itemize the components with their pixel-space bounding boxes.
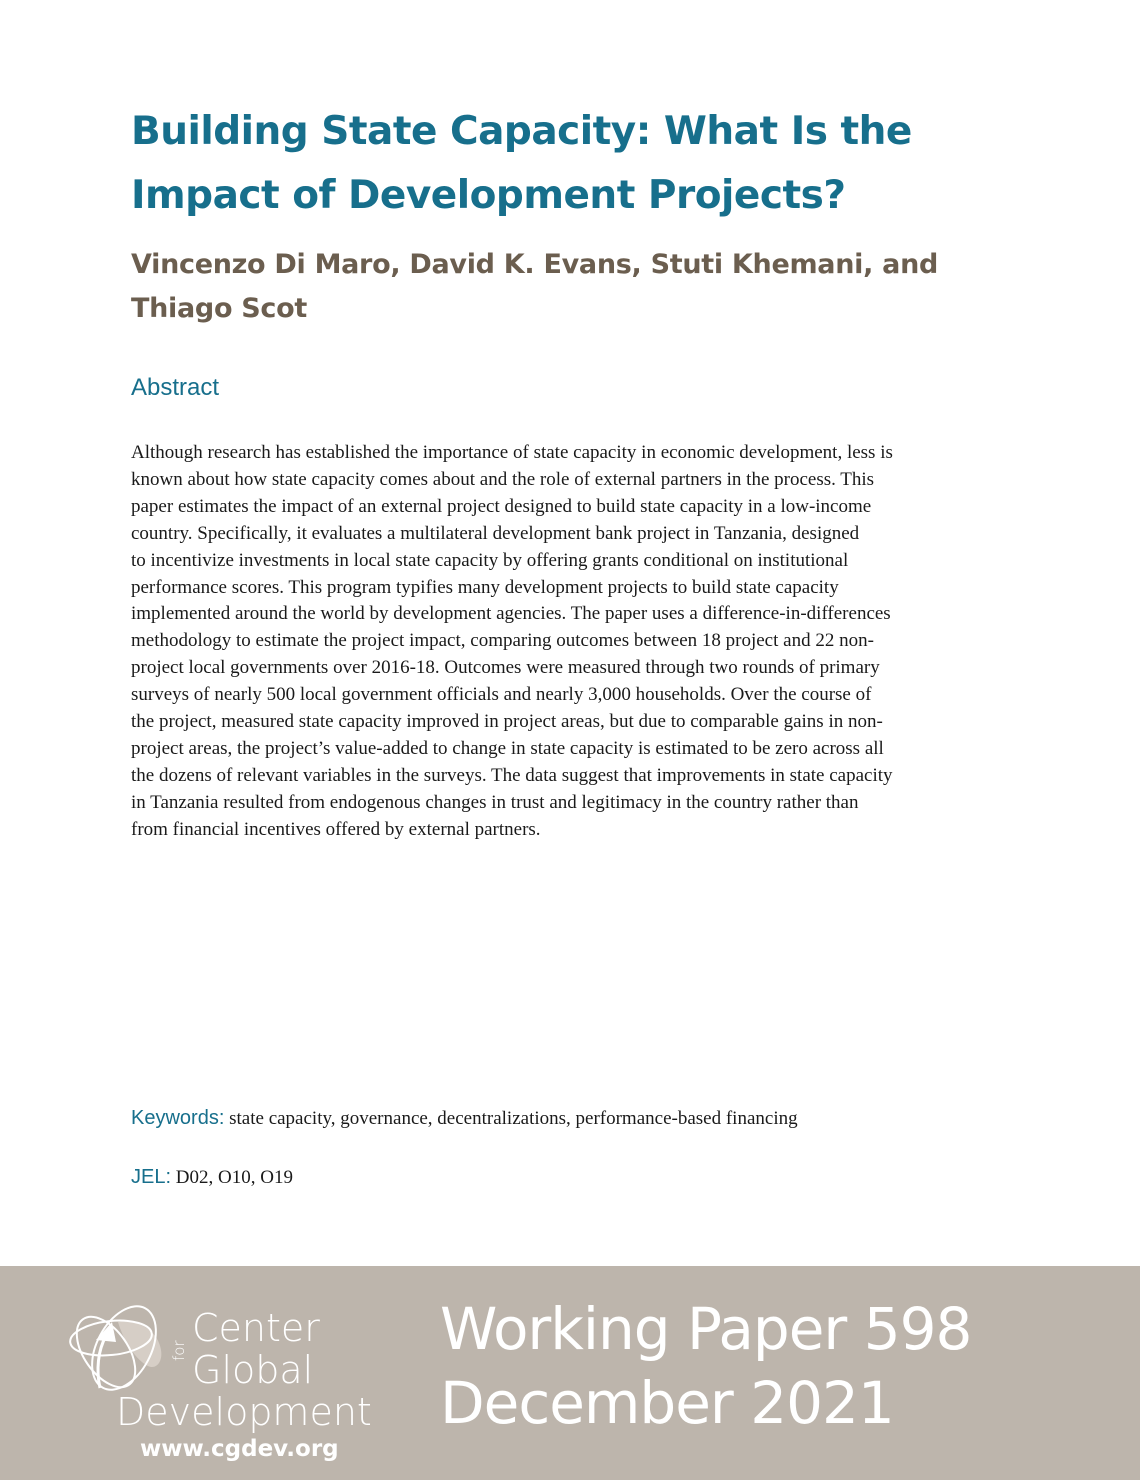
logo-center-text: Center [192,1306,320,1350]
authors-line: Thiago Scot [131,293,307,324]
footer-band [0,1266,1140,1480]
jel-label: JEL: [131,1166,172,1188]
jel-codes [131,1166,293,1189]
abstract-line: in Tanzania resulted from endogenous changes in trust and legitimacy in the country rather than [131,791,859,813]
abstract-line: project local governments over 2016-18. Outcomes were measured through two rounds of primary [131,657,880,679]
authors-line: Vincenzo Di Maro, David K. Evans, Stuti Khemani, and [131,249,939,280]
abstract-line: performance scores. This program typifies many development projects to build state capacity [131,576,839,598]
abstract-line: country. Specifically, it evaluates a multilateral development bank project in Tanzania, designed [131,522,860,544]
keywords [131,1107,798,1130]
working-paper-number: Working Paper 598 [440,1295,972,1363]
paper-title-line: Building State Capacity: What Is the [131,109,912,154]
abstract-line: the dozens of relevant variables in the surveys. The data suggest that improvements in state capacity [131,764,893,786]
abstract-body [131,440,1011,844]
abstract-line: Although research has established the importance of state capacity in economic development, less is [131,442,893,463]
paper-title-line: Impact of Development Projects? [131,173,846,218]
logo-for-text: for [170,1340,188,1361]
abstract-line: paper estimates the impact of an external project designed to build state capacity in a low-income [131,495,872,517]
logo-global-text: Global [192,1348,314,1392]
website-link[interactable]: www.cgdev.org [140,1436,339,1462]
keywords-value: state capacity, governance, decentralizations, performance-based financing [224,1108,798,1129]
paper-authors [131,243,1031,331]
abstract-line: from financial incentives offered by external partners. [131,818,541,840]
globe-arrow-icon [66,1300,176,1400]
keywords-label: Keywords: [131,1107,225,1129]
abstract-line: project areas, the project’s value-added to change in state capacity is estimated to be zero across all [131,737,884,759]
abstract-line: to incentivize investments in local state capacity by offering grants conditional on institutional [131,549,849,571]
abstract-heading: Abstract [131,374,220,401]
abstract-line: surveys of nearly 500 local government officials and nearly 3,000 households. Over the course of [131,684,872,706]
paper-title [131,100,1031,228]
jel-value: D02, O10, O19 [171,1167,293,1188]
publication-date: December 2021 [440,1369,894,1437]
abstract-line: the project, measured state capacity improved in project areas, but due to comparable gains in non- [131,711,883,733]
abstract-line: methodology to estimate the project impact, comparing outcomes between 18 project and 22 non- [131,630,874,652]
abstract-line: known about how state capacity comes about and the role of external partners in the process. This [131,468,875,490]
logo-development-text: Development [116,1390,372,1434]
abstract-line: implemented around the world by development agencies. The paper uses a difference-in-differences [131,603,891,625]
